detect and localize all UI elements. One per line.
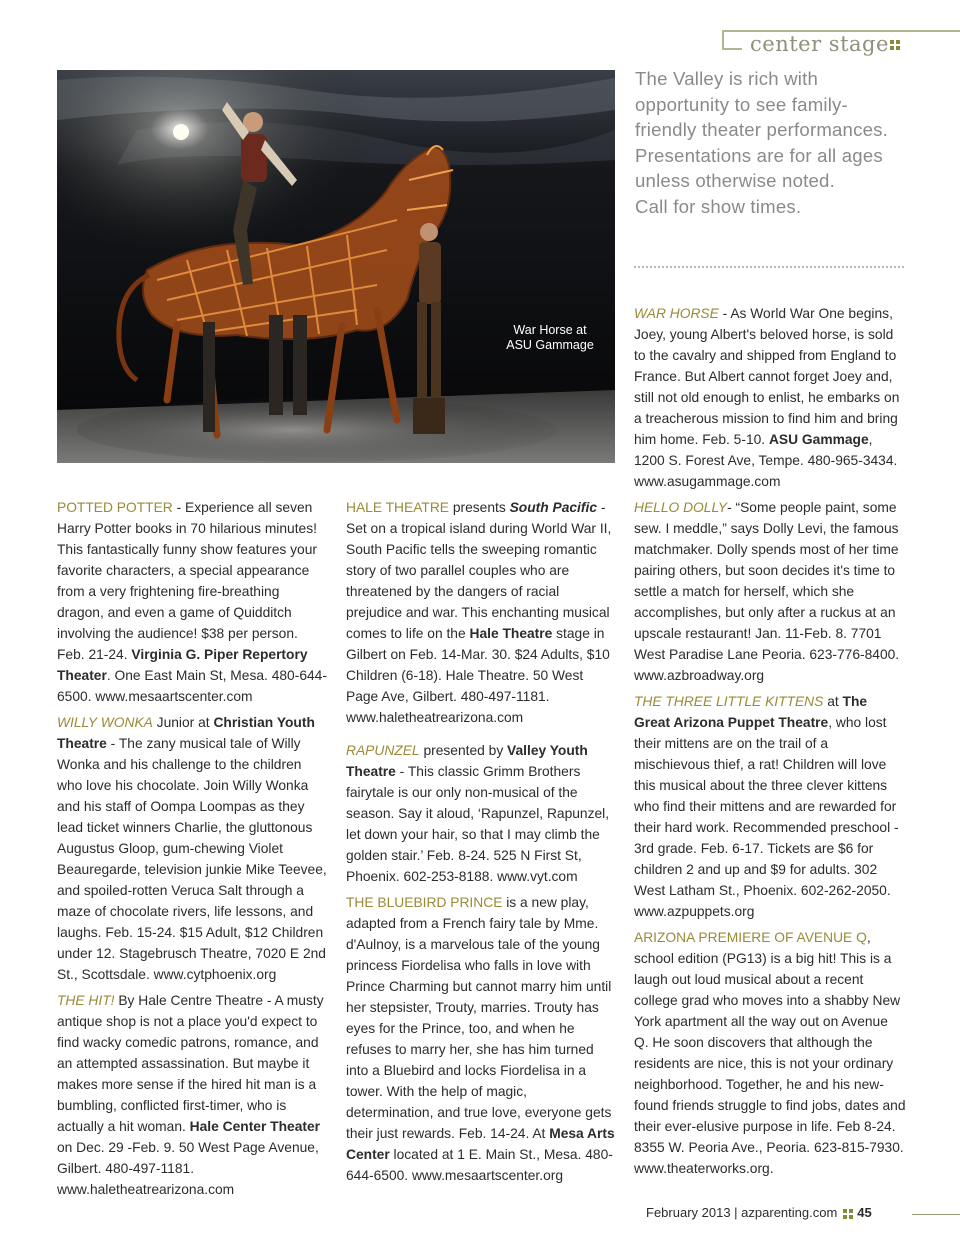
section-title: center stage <box>750 32 889 56</box>
four-dots-icon <box>890 40 900 50</box>
article-text: at <box>823 694 843 709</box>
venue-name: Christian Youth Theatre <box>57 715 315 751</box>
venue-name: Hale Theatre <box>469 626 553 641</box>
article-text: presented by <box>419 743 508 758</box>
article-the-hit <box>57 990 329 1200</box>
article-title: HALE THEATRE <box>346 500 449 515</box>
four-dots-icon <box>843 1209 853 1219</box>
article-text: - Set on a tropical island during World War II, South Pacific tells the sweeping romantic story of two parallel couples who are threatened by the dangers of racial prejudice and war. This enchanting musical comes to life on the <box>346 500 612 641</box>
venue-name: Hale Center Theater <box>189 1119 321 1134</box>
intro-text <box>635 66 925 219</box>
dotted-divider <box>634 266 904 268</box>
article-column-1 <box>57 497 329 1200</box>
page-footer <box>646 1205 872 1220</box>
article-bluebird-prince <box>346 892 618 1186</box>
site-name: azparenting.com <box>741 1205 838 1220</box>
show-name: South Pacific <box>509 500 597 515</box>
article-title: THE HIT! <box>57 993 115 1008</box>
article-avenue-q <box>634 927 906 1179</box>
photo-caption <box>495 323 605 353</box>
article-text: is a new play, adapted from a French fairy tale by Mme. d'Aulnoy, is a marvelous tale of the young princess Fiordelisa who falls in love with Prince Charming but cannot marry him until her stepsister, Trouty, marries. Trouty has eyes for the Prince, too, and when he refuses to marry her, she has him turned into a Bluebird and locks Fiordelisa in a tower. With the help of magic, determination, and true love, everyone gets their just rewards. Feb. 14-24. At <box>346 895 612 1141</box>
article-text: Junior at <box>152 715 214 730</box>
article-title: POTTED POTTER <box>57 500 173 515</box>
war-horse-photo <box>57 70 615 463</box>
article-text: stage in Gilbert on Feb. 14-Mar. 30. $24 Adults, $10 Children (6-18). Hale Theatre. 50 West Page Ave, Gilbert. 480-497-1181. www.haletheatrearizona.com <box>346 626 610 725</box>
footer-separator: | <box>730 1205 742 1220</box>
article-text: on Dec. 29 -Feb. 9. 50 West Page Avenue, Gilbert. 480-497-1181. www.haletheatrearizona.com <box>57 1140 319 1197</box>
article-willy-wonka <box>57 712 329 985</box>
header-rule-tick <box>722 48 742 50</box>
photo-caption-line: War Horse at <box>513 323 587 337</box>
article-title: HELLO DOLLY <box>634 500 728 515</box>
intro-line: Presentations are for all ages <box>635 144 883 166</box>
article-text: presents <box>449 500 510 515</box>
article-column-3 <box>634 303 906 1179</box>
page-number: 45 <box>857 1205 872 1220</box>
article-three-little-kittens <box>634 691 906 922</box>
article-hale-south-pacific <box>346 497 618 728</box>
article-text: By Hale Centre Theatre - A musty antique shop is not a place you'd expect to find wacky comedic patrons, romance, and an attempted assassination. But maybe it makes more sense if the hired hit man is a bumbling, conflicted first-timer, who is actually a hit woman. <box>57 993 324 1134</box>
article-title: WAR HORSE <box>634 306 719 321</box>
article-text: - Experience all seven Harry Potter books in 70 hilarious minutes! This fantastically funny show features your favorite characters, a special appearance from a very frightening fire-breathing dragon, and even a game of Quidditch involving the audience! $38 per person. Feb. 21-24. <box>57 500 317 662</box>
stage-photo-illustration <box>57 70 615 463</box>
photo-caption-line: ASU Gammage <box>506 338 594 352</box>
article-column-2 <box>346 497 618 1186</box>
article-hello-dolly <box>634 497 906 686</box>
article-title: THE BLUEBIRD PRINCE <box>346 895 503 910</box>
header-rule-corner <box>722 30 724 48</box>
venue-name: Virginia G. Piper Repertory Theater <box>57 647 308 683</box>
article-war-horse <box>634 303 906 492</box>
article-title: WILLY WONKA <box>57 715 153 730</box>
article-title: RAPUNZEL <box>346 743 420 758</box>
venue-name: The Great Arizona Puppet Theatre <box>634 694 868 730</box>
venue-name: ASU Gammage <box>768 432 869 447</box>
article-text: - This classic Grimm Brothers fairytale is our only non-musical of the season. Say it aloud, ‘Rapunzel, Rapunzel, let down your hair, so that I may climb the golden stair.’ Feb. 8-24. 525 N First St, Phoenix. 602-253-8188. www.vyt.com <box>346 764 610 884</box>
issue-date: February 2013 <box>646 1205 731 1220</box>
intro-line: Call for show times. <box>635 195 802 217</box>
article-text: . One East Main St, Mesa. 480-644-6500. www.mesaartscenter.com <box>57 668 327 704</box>
intro-line: friendly theater performances. <box>635 119 889 140</box>
article-text: - “Some people paint, some sew. I meddle,” says Dolly Levi, the famous matchmaker. Dolly spends most of her time pairing others, but soon decides it's time to settle a match for herself, which she accomplishes, but only after a ruckus at an upscale restaurant! Jan. 11-Feb. 8. 7701 West Paradise Lane Peoria. 623-776-8400. www.azbroadway.org <box>634 500 900 683</box>
venue-name: Valley Youth Theatre <box>346 743 588 779</box>
intro-line: opportunity to see family- <box>635 93 848 115</box>
article-text: , 1200 S. Forest Ave, Tempe. 480-965-3434. www.asugammage.com <box>634 432 898 489</box>
article-text: , who lost their mittens are on the trail of a mischievous thief, a rat! Children will love this musical about the three clever kittens who find their mittens and are rewarded for their hard work. Recommended preschool - 3rd grade. Feb. 6-17. Tickets are $6 for children 2 and up and $9 for adults. 302 West Latham St., Phoenix. 602-262-2050. www.azpuppets.org <box>634 715 899 919</box>
intro-line: The Valley is rich with <box>635 68 819 89</box>
intro-line: unless otherwise noted. <box>635 170 835 191</box>
article-potted-potter <box>57 497 329 707</box>
venue-name: Mesa Arts Center <box>346 1126 615 1162</box>
article-rapunzel <box>346 740 618 887</box>
footer-rule <box>912 1214 960 1215</box>
article-title: THE THREE LITTLE KITTENS <box>634 694 824 709</box>
article-text: - As World War One begins, Joey, young Albert's beloved horse, is sold to the cavalry and shipped from England to France. But Albert cannot forget Joey and, still not old enough to enlist, he embarks on a treacherous mission to find him and bring him home. Feb. 5-10. <box>634 306 900 447</box>
article-title: ARIZONA PREMIERE OF AVENUE Q <box>634 930 867 945</box>
article-text: , school edition (PG13) is a big hit! This is a laugh out loud musical about a recent college grad who moves into a shabby New York apartment all the way out on Avenue Q. He soon discovers that although the residents are nice, this is not your ordinary neighborhood. Together, he and his new-found friends struggle to find jobs, dates and their ever-elusive purpose in life. Feb 8-24. 8355 W. Peoria Ave., Peoria. 623-815-7930. www.theaterworks.org. <box>634 930 906 1176</box>
article-text: located at 1 E. Main St., Mesa. 480-644-6500. www.mesaartscenter.org <box>346 1147 613 1183</box>
article-text: - The zany musical tale of Willy Wonka and his challenge to the children who love his chocolate. Join Willy Wonka and his staff of Oompa Loompas as they lead ticket winners Charlie, the gluttonous Augustus Gloop, gum-chewing Violet Beauregarde, television junkie Mike Teevee, and spoiled-rotten Veruca Salt through a maze of chocolate rivers, life lessons, and laughs. Feb. 15-24. $15 Adult, $12 Children under 12. Stagebrusch Theatre, 7020 E 2nd St., Scottsdale. www.cytphoenix.org <box>57 736 327 982</box>
